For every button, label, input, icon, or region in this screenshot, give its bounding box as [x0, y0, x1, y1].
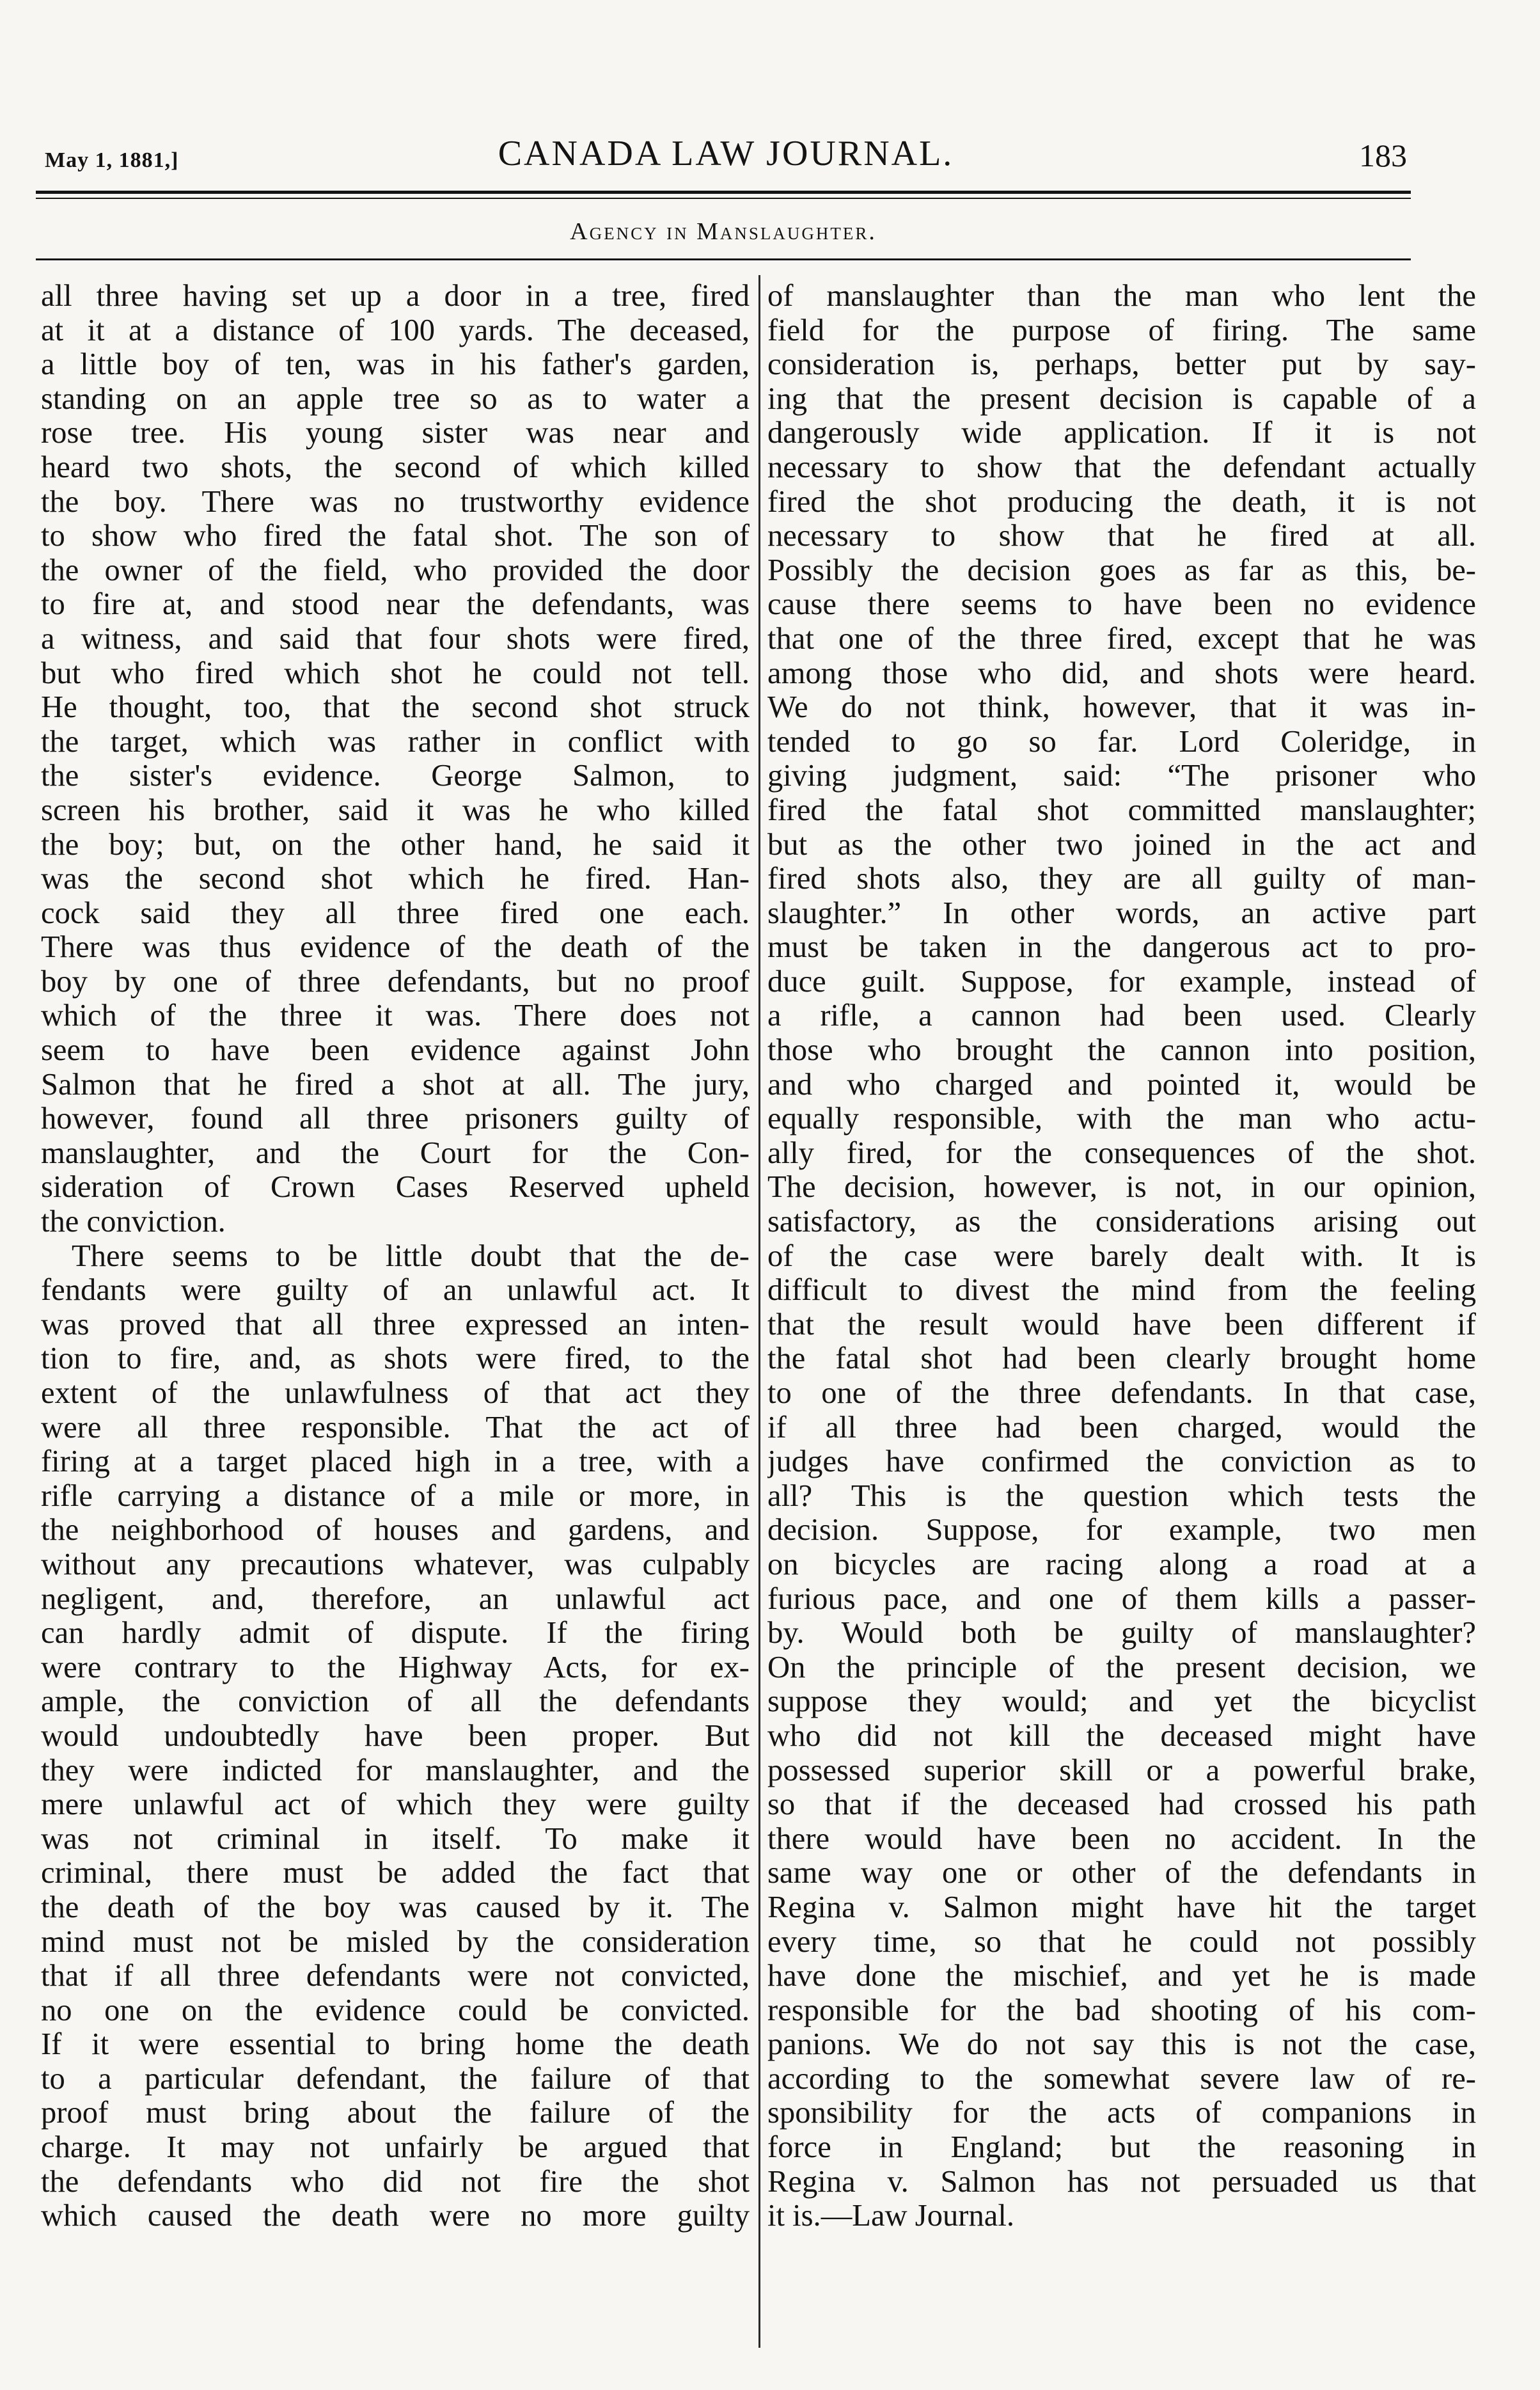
text-line: judges have confirmed the conviction as to [767, 1444, 1476, 1479]
text-line: were all three responsible. That the act of [41, 1410, 750, 1444]
page-number: 183 [1359, 138, 1407, 173]
text-line: that the result would have been different if [767, 1307, 1476, 1341]
text-line: however, found all three prisoners guilty of [41, 1102, 750, 1136]
text-line: to one of the three defendants. In that case, [767, 1376, 1476, 1410]
text-line: duce guilt. Suppose, for example, instead of [767, 964, 1476, 999]
journal-title: CANADA LAW JOURNAL. [498, 134, 954, 173]
text-line: the boy. There was no trustworthy evidence [41, 484, 750, 519]
text-line: must be taken in the dangerous act to pro- [767, 930, 1476, 965]
text-line: was the second shot which he fired. Han- [41, 862, 750, 896]
text-line: Regina v. Salmon has not persuaded us that [767, 2164, 1476, 2199]
text-line: at it at a distance of 100 yards. The deceased, [41, 313, 750, 347]
text-line: giving judgment, said: “The prisoner who [767, 759, 1476, 793]
text-line: rose tree. His young sister was near and [41, 416, 750, 450]
text-line: suppose they would; and yet the bicyclist [767, 1684, 1476, 1719]
text-line: the sister's evidence. George Salmon, to [41, 759, 750, 793]
text-line: there would have been no accident. In the [767, 1821, 1476, 1856]
text-line: furious pace, and one of them kills a passer- [767, 1581, 1476, 1616]
text-line: it is.—Law Journal. [767, 2199, 1014, 2233]
text-line: mere unlawful act of which they were guilty [41, 1787, 750, 1822]
text-line: proof must bring about the failure of the [41, 2096, 750, 2130]
issue-date: May 1, 1881,] [45, 148, 179, 172]
text-line: that one of the three fired, except that he was [767, 621, 1476, 656]
text-line: every time, so that he could not possibly [767, 1924, 1476, 1959]
text-line: and who charged and pointed it, would be [767, 1067, 1476, 1102]
text-line: sponsibility for the acts of companions in [767, 2096, 1476, 2130]
text-line: ing that the present decision is capable of a [767, 381, 1476, 416]
text-line: according to the somewhat severe law of re- [767, 2061, 1476, 2096]
text-line: field for the purpose of firing. The same [767, 313, 1476, 347]
text-line: cock said they all three fired one each. [41, 896, 750, 930]
text-line: He thought, too, that the second shot struck [41, 690, 750, 725]
text-line: the neighborhood of houses and gardens, and [41, 1513, 750, 1547]
text-line: mind must not be misled by the consideration [41, 1924, 750, 1959]
text-line: cause there seems to have been no evidence [767, 587, 1476, 622]
text-line: by. Would both be guilty of manslaughter? [767, 1616, 1476, 1650]
text-line: the defendants who did not fire the shot [41, 2164, 750, 2199]
text-line: Salmon that he fired a shot at all. The jury, [41, 1067, 750, 1102]
text-line: Regina v. Salmon might have hit the target [767, 1890, 1476, 1924]
right-column [767, 279, 1476, 2233]
text-line: a little boy of ten, was in his father's garden, [41, 347, 750, 382]
text-line: a rifle, a cannon had been used. Clearly [767, 999, 1476, 1033]
text-line: firing at a target placed high in a tree, with a [41, 1444, 750, 1479]
page-header [45, 133, 1407, 178]
text-line: was not criminal in itself. To make it [41, 1821, 750, 1856]
text-line: to show who fired the fatal shot. The son of [41, 519, 750, 553]
text-line: decision. Suppose, for example, two men [767, 1513, 1476, 1547]
text-line: of manslaughter than the man who lent the [767, 279, 1476, 313]
text-line: which caused the death were no more guilty [41, 2199, 750, 2233]
heading-rule [36, 258, 1411, 260]
text-line: without any precautions whatever, was culpably [41, 1547, 750, 1581]
text-line: The decision, however, is not, in our opinion, [767, 1170, 1476, 1205]
text-line: those who brought the cannon into position, [767, 1033, 1476, 1068]
text-line: extent of the unlawfulness of that act they [41, 1376, 750, 1410]
text-line: of the case were barely dealt with. It is [767, 1239, 1476, 1273]
header-rule-thick [36, 191, 1411, 194]
column-divider [758, 275, 760, 2348]
text-line: if all three had been charged, would the [767, 1410, 1476, 1444]
text-line: force in England; but the reasoning in [767, 2130, 1476, 2165]
text-line: necessary to show that the defendant actually [767, 450, 1476, 484]
text-line: have done the mischief, and yet he is made [767, 1959, 1476, 1993]
text-line: standing on an apple tree so as to water a [41, 381, 750, 416]
text-line: responsible for the bad shooting of his com- [767, 1993, 1476, 2027]
text-line: There seems to be little doubt that the de- [72, 1239, 750, 1273]
text-line: fired shots also, they are all guilty of man- [767, 862, 1476, 896]
text-line: tion to fire, and, as shots were fired, to the [41, 1341, 750, 1376]
text-line: same way one or other of the defendants in [767, 1856, 1476, 1890]
text-line: necessary to show that he fired at all. [767, 519, 1476, 553]
text-line: We do not think, however, that it was in- [767, 690, 1476, 725]
text-line: the conviction. [41, 1205, 226, 1239]
text-line: the owner of the field, who provided the door [41, 553, 750, 587]
text-line: the death of the boy was caused by it. The [41, 1890, 750, 1924]
text-line: charge. It may not unfairly be argued that [41, 2130, 750, 2165]
text-line: ample, the conviction of all the defendants [41, 1684, 750, 1719]
text-line: among those who did, and shots were heard. [767, 656, 1476, 690]
text-line: the target, which was rather in conflict with [41, 724, 750, 759]
article-heading: Agency in Manslaughter. [570, 218, 877, 245]
text-line: satisfactory, as the considerations arising out [767, 1205, 1476, 1239]
text-line: fired the shot producing the death, it is not [767, 484, 1476, 519]
text-line: seem to have been evidence against John [41, 1033, 750, 1068]
text-line: fired the fatal shot committed manslaughter; [767, 793, 1476, 827]
text-line: screen his brother, said it was he who killed [41, 793, 750, 827]
text-line: tended to go so far. Lord Coleridge, in [767, 724, 1476, 759]
text-line: which of the three it was. There does not [41, 999, 750, 1033]
text-line: a witness, and said that four shots were fired, [41, 621, 750, 656]
text-line: dangerously wide application. If it is not [767, 416, 1476, 450]
text-line: possessed superior skill or a powerful brake, [767, 1753, 1476, 1787]
text-line: no one on the evidence could be convicted. [41, 1993, 750, 2027]
text-line: boy by one of three defendants, but no proof [41, 964, 750, 999]
text-line: If it were essential to bring home the death [41, 2027, 750, 2062]
text-line: were contrary to the Highway Acts, for ex- [41, 1650, 750, 1684]
text-line: On the principle of the present decision, we [767, 1650, 1476, 1684]
text-line: slaughter.” In other words, an active part [767, 896, 1476, 930]
text-line: all three having set up a door in a tree, fired [41, 279, 750, 313]
text-line: but who fired which shot he could not tell. [41, 656, 750, 690]
text-line: Possibly the decision goes as far as this, be- [767, 553, 1476, 587]
text-line: to fire at, and stood near the defendants, was [41, 587, 750, 622]
text-line: difficult to divest the mind from the feeling [767, 1273, 1476, 1308]
text-line: can hardly admit of dispute. If the firing [41, 1616, 750, 1650]
text-line: panions. We do not say this is not the case, [767, 2027, 1476, 2062]
text-line: the fatal shot had been clearly brought home [767, 1341, 1476, 1376]
text-line: There was thus evidence of the death of the [41, 930, 750, 965]
text-line: so that if the deceased had crossed his path [767, 1787, 1476, 1822]
text-line: criminal, there must be added the fact that [41, 1856, 750, 1890]
left-column [41, 279, 750, 2233]
text-line: rifle carrying a distance of a mile or more, in [41, 1478, 750, 1513]
text-line: manslaughter, and the Court for the Con- [41, 1136, 750, 1170]
text-line: heard two shots, the second of which killed [41, 450, 750, 484]
text-line: who did not kill the deceased might have [767, 1718, 1476, 1753]
text-line: negligent, and, therefore, an unlawful act [41, 1581, 750, 1616]
text-line: to a particular defendant, the failure of that [41, 2061, 750, 2096]
text-line: they were indicted for manslaughter, and the [41, 1753, 750, 1787]
text-line: fendants were guilty of an unlawful act. It [41, 1273, 750, 1308]
text-line: on bicycles are racing along a road at a [767, 1547, 1476, 1581]
text-line: that if all three defendants were not convicted, [41, 1959, 750, 1993]
text-line: was proved that all three expressed an inten- [41, 1307, 750, 1341]
text-line: the boy; but, on the other hand, he said it [41, 827, 750, 862]
text-line: equally responsible, with the man who actu- [767, 1102, 1476, 1136]
text-line: ally fired, for the consequences of the shot. [767, 1136, 1476, 1170]
text-line: but as the other two joined in the act and [767, 827, 1476, 862]
text-line: all? This is the question which tests the [767, 1478, 1476, 1513]
text-line: would undoubtedly have been proper. But [41, 1718, 750, 1753]
text-line: sideration of Crown Cases Reserved upheld [41, 1170, 750, 1205]
text-line: consideration is, perhaps, better put by say- [767, 347, 1476, 382]
header-rule-thin [36, 198, 1411, 199]
